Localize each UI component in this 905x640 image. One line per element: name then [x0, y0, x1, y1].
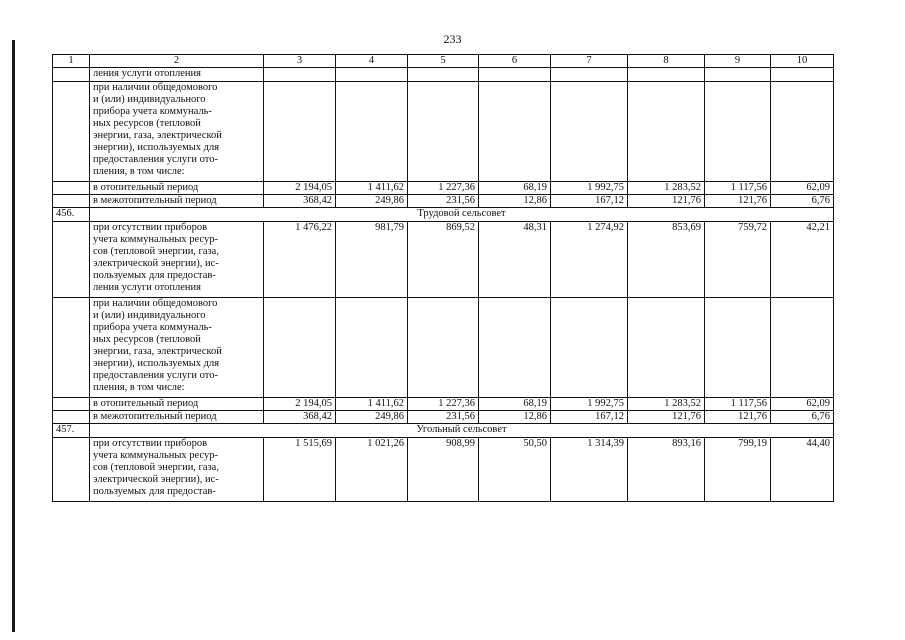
value-col-10: 6,76: [771, 195, 834, 208]
value-col-5: [408, 298, 479, 398]
table-row: [53, 398, 834, 411]
value-col-10: 62,09: [771, 398, 834, 411]
value-col-3: [264, 68, 336, 82]
value-col-10: 42,21: [771, 222, 834, 298]
value-col-3: 368,42: [264, 411, 336, 424]
value-col-3: 1 515,69: [264, 438, 336, 502]
row-description: при отсутствии приборов учета коммунальных ресур- сов (тепловой энергии, газа, электрической энергии), ис- пользуемых для предостав-: [90, 438, 264, 502]
value-col-6: 48,31: [479, 222, 551, 298]
value-col-4: [336, 82, 408, 182]
table-row: [53, 298, 834, 398]
value-col-6: [479, 82, 551, 182]
value-col-10: 62,09: [771, 182, 834, 195]
row-number: [53, 82, 90, 182]
table-row: [53, 82, 834, 182]
row-description: при наличии общедомового и (или) индивидуального прибора учета коммуналь- ных ресурсов (тепловой энергии, газа, электрической энергии), используемых для предоставления услуги ото- пления, в том числе:: [90, 298, 264, 398]
value-col-8: [628, 298, 705, 398]
column-header-6: 6: [479, 55, 551, 68]
row-description: в отопительный период: [90, 398, 264, 411]
value-col-8: 121,76: [628, 195, 705, 208]
value-col-8: 121,76: [628, 411, 705, 424]
value-col-5: 231,56: [408, 411, 479, 424]
value-col-8: 853,69: [628, 222, 705, 298]
row-description: ления услуги отопления: [90, 68, 264, 82]
value-col-5: 231,56: [408, 195, 479, 208]
column-header-10: 10: [771, 55, 834, 68]
value-col-3: [264, 82, 336, 182]
header-row: [53, 55, 834, 68]
value-col-4: 1 411,62: [336, 182, 408, 195]
value-col-5: 1 227,36: [408, 182, 479, 195]
value-col-4: [336, 68, 408, 82]
row-number: 456.: [53, 208, 90, 222]
value-col-9: 799,19: [705, 438, 771, 502]
value-col-7: 167,12: [551, 195, 628, 208]
value-col-9: [705, 82, 771, 182]
row-number: [53, 298, 90, 398]
column-header-5: 5: [408, 55, 479, 68]
page-number: 233: [443, 32, 462, 46]
value-col-9: 759,72: [705, 222, 771, 298]
table-row: [53, 411, 834, 424]
section-title: Трудовой сельсовет: [90, 208, 834, 222]
section-row: [53, 424, 834, 438]
value-col-7: 167,12: [551, 411, 628, 424]
value-col-4: 981,79: [336, 222, 408, 298]
value-col-5: 908,99: [408, 438, 479, 502]
value-col-10: [771, 298, 834, 398]
table-row: [53, 438, 834, 502]
value-col-9: 1 117,56: [705, 398, 771, 411]
column-header-4: 4: [336, 55, 408, 68]
value-col-5: [408, 68, 479, 82]
value-col-5: [408, 82, 479, 182]
value-col-4: 249,86: [336, 195, 408, 208]
row-description: в межотопительный период: [90, 411, 264, 424]
left-margin-rule: [12, 40, 15, 632]
value-col-8: [628, 82, 705, 182]
value-col-9: 1 117,56: [705, 182, 771, 195]
value-col-7: [551, 68, 628, 82]
value-col-4: 249,86: [336, 411, 408, 424]
tariff-table: [52, 54, 834, 502]
value-col-9: [705, 68, 771, 82]
value-col-9: 121,76: [705, 411, 771, 424]
column-header-7: 7: [551, 55, 628, 68]
value-col-10: [771, 82, 834, 182]
section-title: Угольный сельсовет: [90, 424, 834, 438]
row-number: [53, 411, 90, 424]
section-row: [53, 208, 834, 222]
row-number: [53, 438, 90, 502]
value-col-8: 1 283,52: [628, 398, 705, 411]
value-col-9: [705, 298, 771, 398]
value-col-3: [264, 298, 336, 398]
value-col-6: 12,86: [479, 195, 551, 208]
row-description: в отопительный период: [90, 182, 264, 195]
value-col-6: [479, 68, 551, 82]
value-col-9: 121,76: [705, 195, 771, 208]
value-col-7: [551, 298, 628, 398]
column-header-9: 9: [705, 55, 771, 68]
value-col-3: 2 194,05: [264, 398, 336, 411]
column-header-2: 2: [90, 55, 264, 68]
value-col-3: 1 476,22: [264, 222, 336, 298]
value-col-7: 1 992,75: [551, 182, 628, 195]
value-col-8: 1 283,52: [628, 182, 705, 195]
column-header-8: 8: [628, 55, 705, 68]
value-col-6: 12,86: [479, 411, 551, 424]
row-number: [53, 182, 90, 195]
value-col-4: 1 411,62: [336, 398, 408, 411]
column-header-3: 3: [264, 55, 336, 68]
column-header-1: 1: [53, 55, 90, 68]
value-col-7: 1 992,75: [551, 398, 628, 411]
value-col-6: 68,19: [479, 398, 551, 411]
value-col-3: 2 194,05: [264, 182, 336, 195]
value-col-8: 893,16: [628, 438, 705, 502]
value-col-7: [551, 82, 628, 182]
value-col-5: 1 227,36: [408, 398, 479, 411]
table-body: [53, 55, 834, 502]
value-col-6: [479, 298, 551, 398]
row-description: при наличии общедомового и (или) индивидуального прибора учета коммуналь- ных ресурсов (тепловой энергии, газа, электрической энергии), используемых для предоставления услуги ото- пления, в том числе:: [90, 82, 264, 182]
row-number: [53, 222, 90, 298]
value-col-10: 6,76: [771, 411, 834, 424]
row-number: [53, 68, 90, 82]
row-description: в межотопительный период: [90, 195, 264, 208]
table-row: [53, 195, 834, 208]
value-col-6: 68,19: [479, 182, 551, 195]
value-col-10: [771, 68, 834, 82]
table-row: [53, 68, 834, 82]
value-col-7: 1 314,39: [551, 438, 628, 502]
table-row: [53, 182, 834, 195]
value-col-4: 1 021,26: [336, 438, 408, 502]
value-col-8: [628, 68, 705, 82]
value-col-7: 1 274,92: [551, 222, 628, 298]
value-col-5: 869,52: [408, 222, 479, 298]
value-col-3: 368,42: [264, 195, 336, 208]
table-row: [53, 222, 834, 298]
row-description: при отсутствии приборов учета коммунальных ресур- сов (тепловой энергии, газа, электрической энергии), ис- пользуемых для предостав- ления услуги отопления: [90, 222, 264, 298]
row-number: [53, 195, 90, 208]
value-col-6: 50,50: [479, 438, 551, 502]
row-number: 457.: [53, 424, 90, 438]
value-col-10: 44,40: [771, 438, 834, 502]
value-col-4: [336, 298, 408, 398]
row-number: [53, 398, 90, 411]
